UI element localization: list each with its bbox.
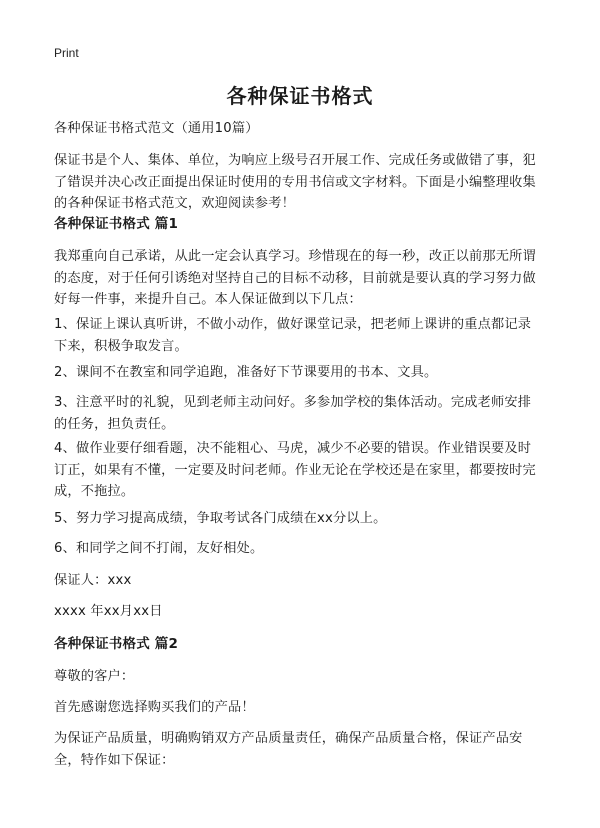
- list-item: 2、课间不在教室和同学追跑，准备好下节课要用的书本、文具。: [54, 365, 438, 380]
- section2-thanks: 首先感谢您选择购买我们的产品！: [54, 700, 255, 715]
- date-line: xxxx 年xx月xx日: [54, 604, 163, 619]
- guarantor-line: 保证人：xxx: [54, 573, 132, 588]
- list-item: 1、保证上课认真听讲，不做小动作，做好课堂记录，把老师上课讲的重点都记录下来，积极争取发言。: [54, 317, 532, 354]
- section2-greeting: 尊敬的客户：: [54, 669, 135, 684]
- document-title: 各种保证书格式: [226, 84, 374, 108]
- section1-heading: 各种保证书格式 篇1: [54, 216, 179, 232]
- document-subtitle: 各种保证书格式范文（通用10篇）: [54, 121, 259, 136]
- section2-heading: 各种保证书格式 篇2: [54, 636, 179, 652]
- list-item: 5、努力学习提高成绩，争取考试各门成绩在xx分以上。: [54, 511, 387, 526]
- section2-body: 为保证产品质量，明确购销双方产品质量责任，确保产品质量合格，保证产品安全，特作如下保证：: [54, 731, 523, 768]
- intro-paragraph: 保证书是个人、集体、单位，为响应上级号召开展工作、完成任务或做错了事，犯了错误并决心改正面提出保证时使用的专用书信或文字材料。下面是小编整理收集的各种保证书格式范文，欢迎阅读参考！: [54, 153, 536, 211]
- section1-intro: 我郑重向自己承诺，从此一定会认真学习。珍惜现在的每一秒，改正以前那无所谓的态度，对于任何引诱绝对坚持自己的目标不动移，目前就是要认真的学习努力做好每一件事，来提升自己。本人保证做到以下几点：: [54, 249, 536, 307]
- list-item: 4、做作业要仔细看题，决不能粗心、马虎，减少不必要的错误。作业错误要及时订正，如果有不懂，一定要及时问老师。作业无论在学校还是在家里，都要按时完成，不拖拉。: [54, 441, 536, 499]
- print-label[interactable]: Print: [54, 46, 79, 60]
- list-item: 3、注意平时的礼貌，见到老师主动问好。多参加学校的集体活动。完成老师安排的任务，担负责任。: [54, 395, 532, 432]
- list-item: 6、和同学之间不打闹，友好相处。: [54, 541, 264, 556]
